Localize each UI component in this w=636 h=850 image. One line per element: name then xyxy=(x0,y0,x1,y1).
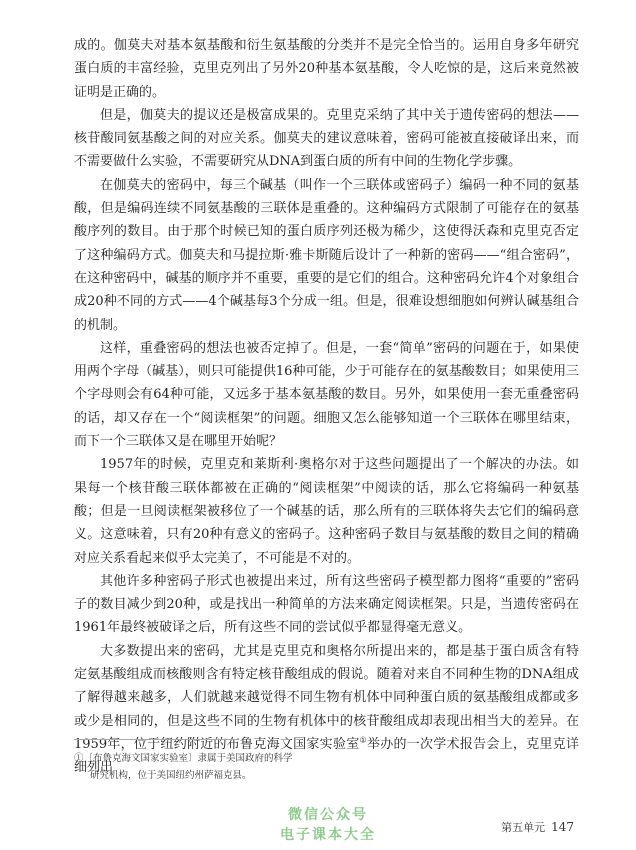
main-text xyxy=(74,34,579,780)
footnote-line: ①〔布鲁克海文国家实验室〕隶属于美国政府的科学 xyxy=(74,753,293,764)
paragraph: 1957年的时候，克里克和莱斯利·奥格尔对于这些问题提出了一个解决的办法。如果每一个核苷酸三联体都被在正确的“阅读框架”中阅读的话，那么它将编码一种氨基酸；但是一旦阅读框架被移位了一个碱基的话，那么所有的三联体将失去它们的编码意义。这意味着，只有20种有意义的密码子。这种密码子数目与氨基酸的数目之间的精确对应关系看起来似乎太完美了，不可能是不对的。 xyxy=(74,457,579,566)
footnote-marker[interactable]: ① xyxy=(359,735,367,745)
watermark-line: 微信公众号 xyxy=(288,807,368,823)
page-number: 147 xyxy=(551,820,574,834)
unit-label: 第五单元 xyxy=(501,821,546,834)
watermark xyxy=(258,805,398,845)
paragraph: 在伽莫夫的密码中，每三个碱基（叫作一个三联体或密码子）编码一种不同的氨基酸，但是编码连续不同氨基酸的三联体是重叠的。这种编码方式限制了可能存在的氨基酸序列的数目。由于那个时候已知的蛋白质序列还极为稀少，这使得沃森和克里克否定了这种编码方式。伽莫夫和马提拉斯·雅卡斯随后设计了一种新的密码——“组合密码”，在这种密码中，碱基的顺序并不重要，重要的是它们的组合。这种密码允许4个对象组合成20种不同的方式——4个碱基每3个分成一组。但是，很难设想细胞如何辨认碱基组合的机制。 xyxy=(74,177,579,333)
paragraph: 成的。伽莫夫对基本氨基酸和衍生氨基酸的分类并不是完全恰当的。运用自身多年研究蛋白质的丰富经验，克里克列出了另外20种基本氨基酸，令人吃惊的是，这后来竟然被证明是正确的。 xyxy=(74,38,579,100)
footnote-line: 研究机构，位于美国纽约州萨福克县。 xyxy=(90,770,252,781)
watermark-line: 电子课本大全 xyxy=(280,827,376,843)
page-footer xyxy=(501,819,574,835)
paragraph: 但是，伽莫夫的提议还是极富成果的。克里克采纳了其中关于遗传密码的想法——核苷酸同氨基酸之间的对应关系。伽莫夫的建议意味着，密码可能被直接破译出来，而不需要做什么实验，不需要研究从DNA到蛋白质的所有中间的生物化学步骤。 xyxy=(74,107,579,170)
paragraph-text: 举办的一次学术报告会上，克里克详细列出 xyxy=(74,736,579,776)
paragraph-text: 大多数提出来的密码，尤其是克里克和奥格尔所提出来的，都是基于蛋白质含有特定氨基酸组成而核酸则含有特定核苷酸组成的假说。随着对来自不同种生物的DNA组成了解得越来越多，人们就越来越觉得不同生物有机体中同种蛋白质的氨基酸组成都或多或少是相同的，但是这些不同的生物有机体中的核苷酸组成却表现出相当大的差异。在1959年，位于纽约附近的布鲁克海文国家实验室 xyxy=(74,643,579,752)
paragraph: 其他许多种密码子形式也被提出来过，所有这些密码子模型都力图将“重要的”密码子的数目减少到20种，或是找出一种简单的方法来确定阅读框架。只是，当遗传密码在1961年最终被破译之后，所有这些不同的尝试似乎都显得毫无意义。 xyxy=(74,573,579,636)
footnote-divider xyxy=(74,739,234,740)
paragraph: 这样，重叠密码的想法也被否定掉了。但是，一套“简单”密码的问题在于，如果使用两个字母（碱基），则只可能提供16种可能，少于可能存在的氨基酸数目；如果使用三个字母则会有64种可能，又远多于基本氨基酸的数目。另外，如果使用一套无重叠密码的话，却又存在一个“阅读框架”的问题。细胞又怎么能够知道一个三联体在哪里结束，而下一个三联体又是在哪里开始呢？ xyxy=(74,340,579,450)
footnote xyxy=(74,750,404,784)
